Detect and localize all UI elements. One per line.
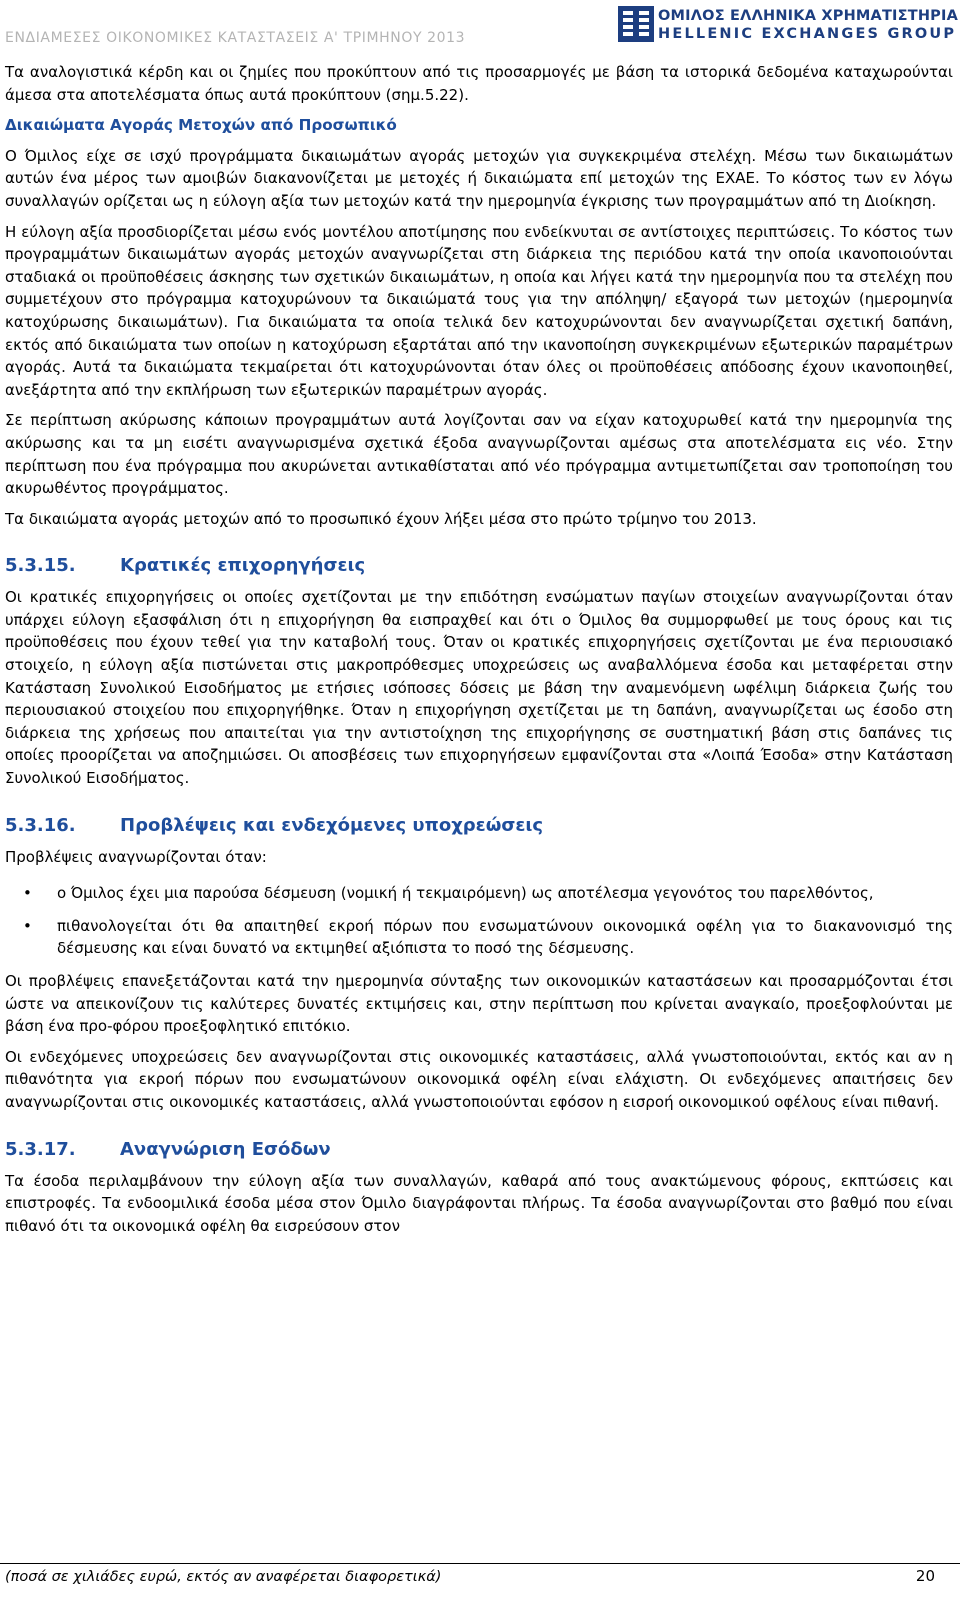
section-number: 5.3.17.	[5, 1138, 76, 1160]
section-title: Κρατικές επιχορηγήσεις	[120, 555, 366, 577]
section-title: Προβλέψεις και ενδεχόμενες υποχρεώσεις	[120, 814, 544, 836]
footer-divider	[0, 1563, 960, 1564]
section-number: 5.3.15.	[5, 555, 76, 577]
paragraph-provisions-intro: Προβλέψεις αναγνωρίζονται όταν:	[5, 847, 267, 866]
paragraph-share-option-programs: Ο Όμιλος είχε σε ισχύ προγράμματα δικαιωμάτων αγοράς μετοχών για συγκεκριμένα στελέχη. Μέσω των δικαιωμάτων αυτών ένα μέρος των αμοιβών διακανονίζεται με μετοχές ή δικαιώματα επί μετοχών της ΕΧΑΕ. Το κόστος των εν λόγω συναλλαγών ορίζεται ως η εύλογη αξία των μετοχών κατά την ημερομηνία έγκρισης των προγραμμάτων από τη Διοίκηση.	[5, 146, 953, 210]
logo-text-english: HELLENIC EXCHANGES GROUP	[658, 26, 957, 42]
provisions-list	[5, 882, 953, 960]
list-item	[5, 882, 953, 905]
section-number: 5.3.16.	[5, 814, 76, 836]
paragraph-options-expired: Τα δικαιώματα αγοράς μετοχών από το προσωπικό έχουν λήξει μέσα στο πρώτο τρίμηνο του 2013.	[5, 509, 757, 528]
paragraph-actuarial-gains: Τα αναλογιστικά κέρδη και οι ζημίες που προκύπτουν από τις προσαρμογές με βάση τα ιστορικά δεδομένα καταχωρούνται άμεσα στα αποτελέσματα όπως αυτά προκύπτουν (σημ.5.22).	[5, 63, 953, 104]
bullet-icon: •	[23, 916, 32, 935]
logo-text-greek: ΟΜΙΛΟΣ ΕΛΛΗΝΙΚΑ ΧΡΗΜΑΤΙΣΤΗΡΙΑ	[658, 8, 959, 24]
company-logo	[618, 6, 959, 44]
paragraph-contingent-liabilities: Οι ενδεχόμενες υποχρεώσεις δεν αναγνωρίζονται στις οικονομικές καταστάσεις, αλλά γνωστοποιούνται, εκτός και αν η πιθανότητα για εκροή πόρων που ενσωματώνουν οικονομικά οφέλη είναι ελάχιστη. Οι ενδεχόμενες απαιτήσεις δεν αναγνωρίζονται στις οικονομικές καταστάσεις, αλλά γνωστοποιούνται εφόσον η εισροή οικονομικού οφέλους είναι πιθανή.	[5, 1047, 953, 1111]
page-number: 20	[915, 1567, 935, 1585]
list-item	[5, 915, 953, 960]
paragraph-fair-value: Η εύλογη αξία προσδιορίζεται μέσω ενός μοντέλου αποτίμησης που ενδείκνυται σε αντίστοιχες περιπτώσεις. Το κόστος των προγραμμάτων δικαιωμάτων αγοράς μετοχών αναγνωρίζεται στη διάρκεια της περιόδου κατά την οποία ικανοποιούνται σταδιακά οι προϋποθέσεις άσκησης των σχετικών δικαιωμάτων, η οποία και λήγει κατά την ημερομηνία που τα στελέχη που συμμετέχουν στο πρόγραμμα κατοχυρώνουν τα δικαιώματά τους για την απόληψη/ εξαγορά των μετοχών (ημερομηνία κατοχύρωσης δικαιωμάτων). Για δικαιώματα τα οποία τελικά δεν κατοχυρώνονται δεν αναγνωρίζεται σχετική δαπάνη, εκτός από δικαιώματα των οποίων η κατοχύρωση εξαρτάται από την ικανοποίηση συγκεκριμένων εξωτερικών παραμέτρων αγοράς. Αυτά τα δικαιώματα τεκμαίρεται ότι κατοχυρώνονται όταν όλες οι προϋποθέσεις απόδοσης έχουν ικανοποιηθεί, ανεξάρτητα από την εκπλήρωση των εξωτερικών παραμέτρων αγοράς.	[5, 222, 953, 399]
paragraph-cancellation: Σε περίπτωση ακύρωσης κάποιων προγραμμάτων αυτά λογίζονται σαν να είχαν κατοχυρωθεί κατά την ημερομηνία της ακύρωσης και τα μη εισέτι αναγνωρισμένα σχετικά έξοδα αναγνωρίζονται αμέσως στα αποτελέσματα εις νέο. Στην περίπτωση που ένα πρόγραμμα που ακυρώνεται αντικαθίσταται από νέο πρόγραμμα αντιμετωπίζεται σαν τροποποίηση του ακυρωθέντος προγράμματος.	[5, 411, 953, 498]
list-item-text: πιθανολογείται ότι θα απαιτηθεί εκροή πόρων που ενσωματώνουν οικονομικά οφέλη για το διακανονισμό της δέσμευσης και είναι δυνατό να εκτιμηθεί αξιόπιστα το ποσό της δέσμευσης.	[57, 916, 953, 958]
section-heading-5-3-16	[5, 814, 953, 838]
document-title: ΕΝΔΙΑΜΕΣΕΣ ΟΙΚΟΝΟΜΙΚΕΣ ΚΑΤΑΣΤΑΣΕΙΣ Α' ΤΡΙΜΗΝΟΥ 2013	[5, 30, 466, 46]
footer-note: (ποσά σε χιλιάδες ευρώ, εκτός αν αναφέρεται διαφορετικά)	[5, 1569, 442, 1585]
section-title: Αναγνώριση Εσόδων	[120, 1138, 331, 1160]
bullet-icon: •	[23, 884, 32, 903]
subheading-share-options: Δικαιώματα Αγοράς Μετοχών από Προσωπικό	[5, 116, 397, 135]
section-heading-5-3-15	[5, 554, 953, 578]
logo-emblem-icon	[618, 6, 654, 42]
section-heading-5-3-17	[5, 1138, 953, 1162]
document-body	[5, 61, 953, 1245]
paragraph-government-grants: Οι κρατικές επιχορηγήσεις οι οποίες σχετίζονται με την επιδότηση ενσώματων παγίων στοιχείων αναγνωρίζονται όταν υπάρχει εύλογη εξασφάλιση ότι η επιχορήγηση θα εισπραχθεί και ότι ο Όμιλος θα συμμορφωθεί με τους όρους και τις προϋποθέσεις που έχουν τεθεί για την καταβολή τους. Όταν οι κρατικές επιχορηγήσεις σχετίζονται με ένα περιουσιακό στοιχείο, η εύλογη αξία πιστώνεται στις μακροπρόθεσμες υποχρεώσεις ως αναβαλλόμενα έσοδα και μεταφέρεται στην Κατάσταση Συνολικού Εισοδήματος με ετήσιες ισόποσες δόσεις με βάση την αναμενόμενη ωφέλιμη διάρκεια ζωής του περιουσιακού στοιχείου που επιχορηγήθηκε. Όταν η επιχορήγηση σχετίζεται με τη δαπάνη, αναγνωρίζεται ως έσοδο στη διάρκεια της χρήσεως που απαιτείται για την αντιστοίχηση της επιχορήγησης σε συστηματική βάση στις δαπάνες τις οποίες προορίζεται να αποζημιώσει. Οι αποσβέσεις των επιχορηγήσεων εμφανίζονται στα «Λοιπά Έσοδα» στην Κατάσταση Συνολικού Εισοδήματος.	[5, 588, 953, 788]
list-item-text: ο Όμιλος έχει μια παρούσα δέσμευση (νομική ή τεκμαιρόμενη) ως αποτέλεσμα γεγονότος του παρελθόντος,	[57, 884, 874, 903]
paragraph-provisions-review: Οι προβλέψεις επανεξετάζονται κατά την ημερομηνία σύνταξης των οικονομικών καταστάσεων και προσαρμόζονται έτσι ώστε να απεικονίζουν τις καλύτερες δυνατές εκτιμήσεις και, στην περίπτωση που κρίνεται αναγκαίο, προεξοφλούνται με βάση ένα προ-φόρου προεξοφλητικό επιτόκιο.	[5, 972, 953, 1036]
paragraph-revenue-recognition: Τα έσοδα περιλαμβάνουν την εύλογη αξία των συναλλαγών, καθαρά από τους ανακτώμενους φόρους, εκπτώσεις και επιστροφές. Τα ενδοομιλικά έσοδα μέσα στον Όμιλο διαγράφονται πλήρως. Τα έσοδα αναγνωρίζονται στο βαθμό που είναι πιθανό ότι τα οικονομικά οφέλη θα εισρεύσουν στον	[5, 1171, 953, 1235]
page-header	[0, 0, 960, 50]
